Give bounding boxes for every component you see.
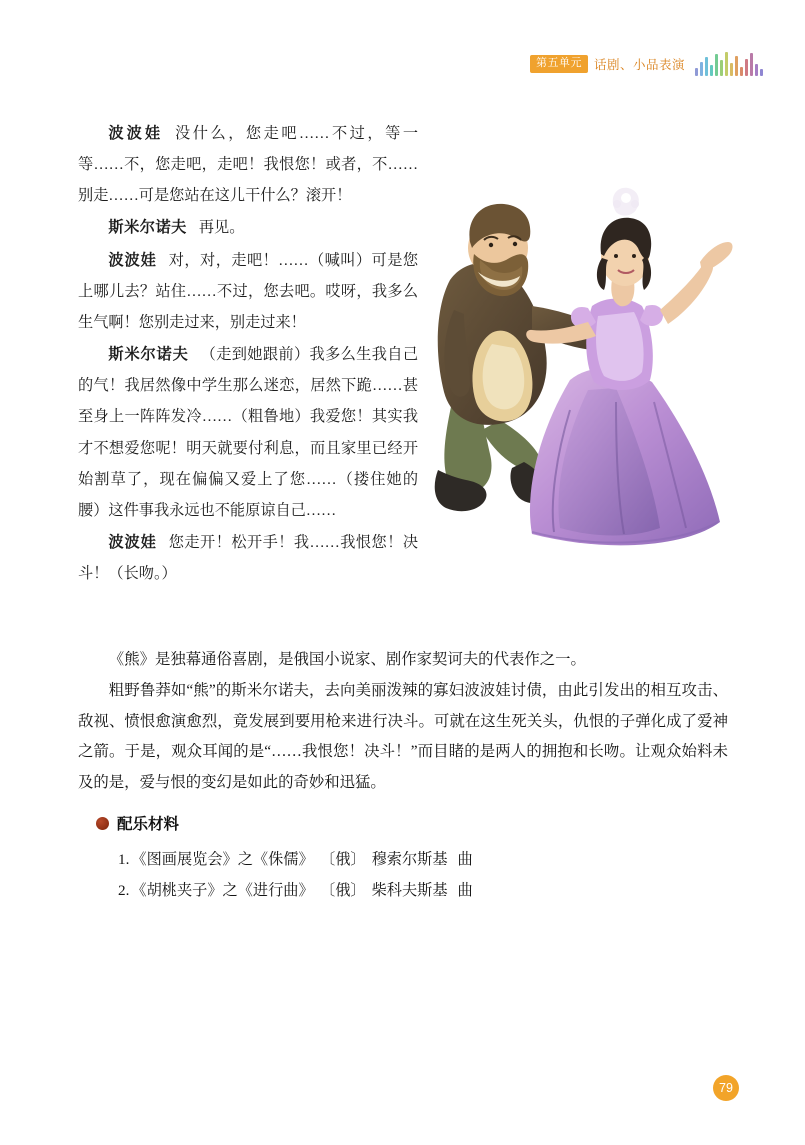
equalizer-bar [695,68,698,76]
dialogue-text: 再见。 [198,219,245,237]
equalizer-bar [740,67,743,76]
music-item-kind: 曲 [457,851,473,868]
dialogue-line [78,527,418,589]
music-item-country: 〔俄〕 [327,851,366,868]
dialogue-speaker: 斯米尔诺夫 [108,219,187,237]
music-materials-heading [96,812,716,834]
dialogue-speaker: 波波娃 [108,125,164,142]
dialogue-line [78,118,418,211]
commentary-text [78,645,728,799]
equalizer-bar [725,52,728,76]
equalizer-bar [700,62,703,76]
dialogue-text: 对，对，走吧！……（喊叫）可是您上哪儿去？站住……不过，您去吧。哎呀，我多么生气啊！您别走过来，别走过来！ [78,251,419,331]
dialogue-speaker: 波波娃 [108,534,157,552]
equalizer-bar [705,57,708,76]
music-item-number: 1. [118,851,130,868]
unit-badge: 第五单元 [530,55,588,72]
dialogue-text: 没什么，您走吧……不过，等一等……不，您走吧，走吧！我恨您！或者，不……别走……可是您站在这儿干什么？滚开！ [78,125,419,205]
dialogue-text: （走到她跟前）我多么生我自己的气！我居然像中学生那么迷恋，居然下跪……甚至身上一阵阵发冷……（粗鲁地）我爱您！其实我才不想爱您呢！明天就要付利息，而且家里已经开始割草了，现在偏偏又爱上了您……（搂住她的腰）这件事我永远也不能原谅自己…… [78,346,419,519]
commentary-paragraph: 粗野鲁莽如“熊”的斯米尔诺夫，去向美丽泼辣的寡妇波波娃讨债，由此引发出的相互攻击、敌视、愤恨愈演愈烈，竟发展到要用枪来进行决斗。可就在这生死关头，仇恨的子弹化成了爱神之箭。于是，观众耳闻的是“……我恨您！决斗！”而目睹的是两人的拥抱和长吻。让观众始料未及的是，爱与恨的变幻是如此的奇妙和迅猛。 [78,681,728,792]
equalizer-bar [710,65,713,76]
equalizer-bar [720,60,723,76]
music-item-composer: 柴科夫斯基 [371,882,448,900]
equalizer-bar [750,53,753,76]
music-item [96,875,716,906]
dialogue-line [78,339,418,526]
equalizer-bar [715,54,718,76]
equalizer-bar [745,59,748,76]
music-materials-title: 配乐材料 [117,816,180,833]
music-item [96,844,716,875]
music-item-kind: 曲 [457,882,473,900]
music-item-number: 2. [118,882,130,900]
music-item-title: 《胡桃夹子》之《进行曲》 [131,882,314,900]
illustration-bear-play [420,130,760,570]
bullet-dot-icon [96,817,109,830]
equalizer-icon [695,52,763,76]
music-item-country: 〔俄〕 [327,882,366,900]
commentary-paragraph: 《熊》是独幕通俗喜剧，是俄国小说家、剧作家契诃夫的代表作之一。 [108,651,586,668]
page-header [530,52,763,76]
page-number: 79 [713,1075,739,1101]
dialogue-text: 您走开！松开手！我……我恨您！决斗！（长吻。） [78,534,419,583]
equalizer-bar [760,69,763,76]
equalizer-bar [755,64,758,76]
dialogue-line [78,245,418,338]
music-item-composer: 穆索尔斯基 [371,851,448,868]
dialogue-speaker: 波波娃 [108,251,157,269]
music-materials-section [96,812,716,906]
dialogue-speaker: 斯米尔诺夫 [108,346,189,364]
unit-title: 话剧、小品表演 [593,58,685,72]
play-dialogue [78,118,418,590]
dialogue-line [78,212,418,243]
music-item-title: 《图画展览会》之《侏儒》 [131,851,314,868]
equalizer-bar [730,63,733,76]
equalizer-bar [735,56,738,76]
music-materials-list [96,844,716,906]
